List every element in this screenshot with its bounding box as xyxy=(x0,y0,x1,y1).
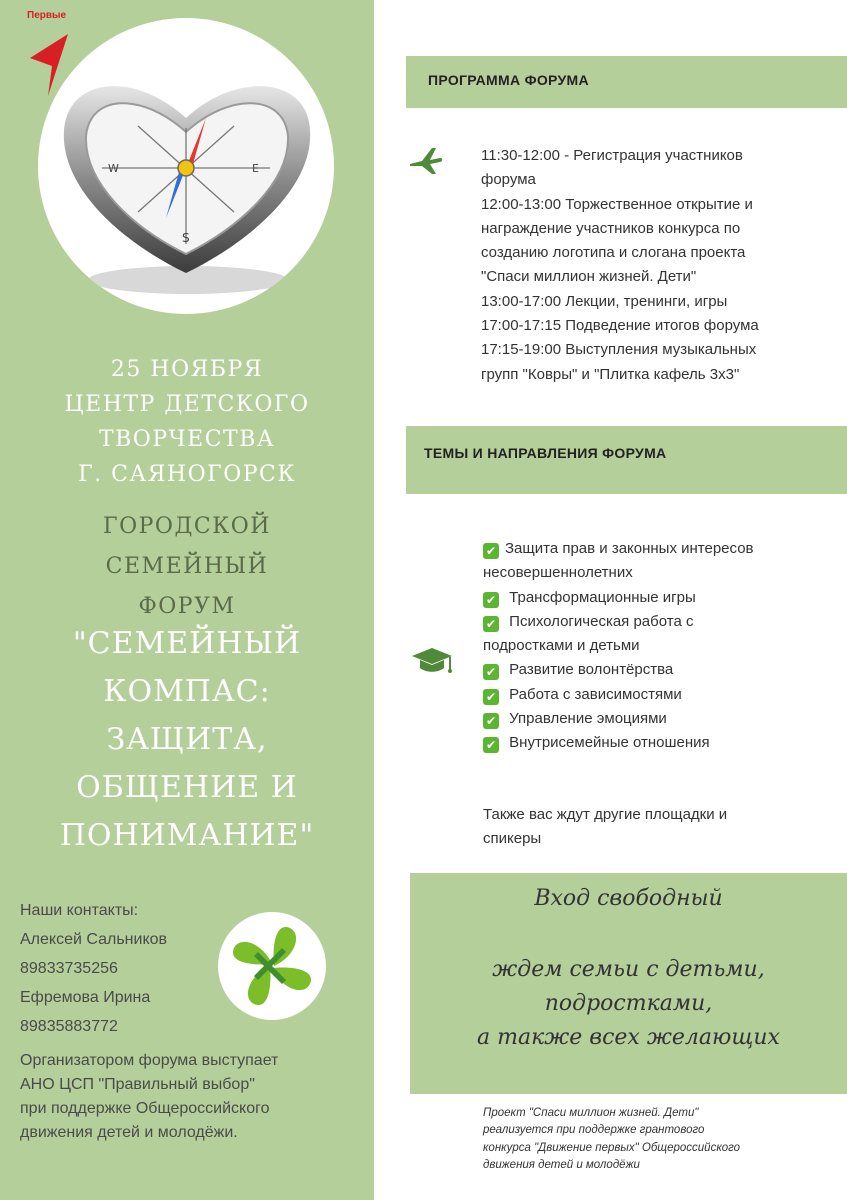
heart-compass-image xyxy=(38,18,334,314)
forum-name-line: "СЕМЕЙНЫЙ xyxy=(72,626,302,661)
topic-text: Трансформационные игры xyxy=(505,588,696,606)
left-panel xyxy=(0,0,374,1200)
schedule-line: награждение участников конкурса по xyxy=(481,219,741,237)
invitation-line: ждем семьи с детьми, xyxy=(492,957,765,982)
footer-line: Проект "Спаси миллион жизней. Дети" xyxy=(483,1107,699,1119)
footer-line: конкурса "Движение первых" Общероссийского xyxy=(483,1141,741,1154)
contact-phone: 89835883772 xyxy=(20,1018,118,1035)
svg-text:E: E xyxy=(252,162,259,175)
topic-item xyxy=(483,683,828,707)
topic-item xyxy=(483,586,828,610)
graduation-cap-icon xyxy=(410,646,454,676)
schedule-line: 11:30-12:00 - Регистрация участников xyxy=(481,147,743,164)
also-line: Также вас ждут другие площадки и xyxy=(483,806,728,823)
topic-text: Развитие волонтёрства xyxy=(505,661,674,679)
also-line: спикеры xyxy=(483,830,542,848)
forum-type-line: ФОРУМ xyxy=(138,594,236,619)
brand-logo-text: Первые xyxy=(27,10,67,21)
topic-text: подростками и детьми xyxy=(483,637,640,655)
contacts-heading: Наши контакты: xyxy=(20,902,139,919)
contacts-block xyxy=(20,896,167,1041)
schedule-line: созданию логотипа и слогана проекта xyxy=(481,244,746,262)
topic-text: Управление эмоциями xyxy=(505,710,667,728)
also-note xyxy=(483,803,803,852)
check-mark-icon: ✔ xyxy=(483,592,499,608)
topic-item xyxy=(483,707,828,731)
footer-line: реализуется при поддержке грантового xyxy=(483,1124,705,1137)
forum-name-line: ЗАЩИТА, xyxy=(106,722,268,757)
contact-phone: 89833735256 xyxy=(20,960,118,977)
topic-text: Работа с зависимостями xyxy=(505,685,682,703)
organizer-line: Организатором форума выступает xyxy=(20,1052,279,1069)
forum-type-line: ГОРОДСКОЙ xyxy=(103,514,271,539)
check-mark-icon: ✔ xyxy=(483,737,499,753)
topic-item xyxy=(483,731,828,755)
topic-text: Защита прав и законных интересов xyxy=(505,540,754,557)
organizer-line: движения детей и молодёжи. xyxy=(20,1124,238,1141)
organizer-line: АНО ЦСП "Правильный выбор" xyxy=(20,1076,255,1093)
venue-line: ТВОРЧЕСТВА xyxy=(98,427,276,452)
topic-item xyxy=(483,561,828,585)
topics-list xyxy=(483,537,828,756)
invitation-line: подростками, xyxy=(544,991,713,1016)
check-mark-icon: ✔ xyxy=(483,664,499,680)
program-schedule xyxy=(481,144,826,387)
project-footer-note xyxy=(483,1105,823,1174)
forum-name-line: КОМПАС: xyxy=(103,674,271,709)
contact-name: Алексей Сальников xyxy=(20,931,168,948)
organizer-logo-icon xyxy=(218,912,326,1020)
city-line: Г. САЯНОГОРСК xyxy=(78,462,296,487)
schedule-line: 12:00-13:00 Торжественное открытие и xyxy=(481,195,753,213)
contact-name: Ефремова Ирина xyxy=(20,989,151,1006)
program-title: ПРОГРАММА ФОРУМА xyxy=(428,72,589,88)
organizer-block xyxy=(20,1049,360,1145)
forum-name-line: ПОНИМАНИЕ" xyxy=(59,818,315,853)
svg-text:S: S xyxy=(182,231,190,245)
check-mark-icon: ✔ xyxy=(483,689,499,705)
topic-item xyxy=(483,658,828,682)
schedule-line: групп "Ковры" и "Плитка кафель 3х3" xyxy=(481,365,740,383)
topic-text: несовершеннолетних xyxy=(483,564,633,582)
schedule-line: "Спаси миллион жизней. Дети" xyxy=(481,268,697,286)
invitation-line: а также всех желающих xyxy=(477,1025,780,1050)
svg-text:W: W xyxy=(108,162,119,175)
organizer-line: при поддержке Общероссийского xyxy=(20,1100,270,1117)
forum-type-line: СЕМЕЙНЫЙ xyxy=(105,554,269,579)
check-mark-icon: ✔ xyxy=(483,616,499,632)
topics-title: ТЕМЫ И НАПРАВЛЕНИЯ ФОРУМА xyxy=(424,445,667,461)
forum-name-title xyxy=(0,620,374,860)
free-entry-text: Вход свободный xyxy=(534,886,723,911)
topics-header-band xyxy=(406,426,847,494)
date-line: 25 НОЯБРЯ xyxy=(110,357,264,382)
schedule-line: 17:00-17:15 Подведение итогов форума xyxy=(481,317,759,335)
invitation-text xyxy=(410,953,847,1055)
topic-text: Внутрисемейные отношения xyxy=(505,734,710,752)
topic-item xyxy=(483,537,828,561)
date-venue-block xyxy=(0,352,374,492)
airplane-icon xyxy=(408,142,444,178)
topic-text: Психологическая работа с xyxy=(505,612,694,630)
welcome-box xyxy=(410,873,847,1094)
forum-name-line: ОБЩЕНИЕ И xyxy=(76,770,298,805)
schedule-line: 13:00-17:00 Лекции, тренинги, игры xyxy=(481,292,728,310)
check-mark-icon: ✔ xyxy=(483,713,499,729)
schedule-line: форума xyxy=(481,171,536,189)
forum-type-block xyxy=(0,507,374,627)
venue-line: ЦЕНТР ДЕТСКОГО xyxy=(64,392,310,417)
check-mark-icon: ✔ xyxy=(483,543,499,559)
topic-item xyxy=(483,610,828,634)
topic-item xyxy=(483,634,828,658)
footer-line: движения детей и молодёжи xyxy=(483,1158,640,1171)
schedule-line: 17:15-19:00 Выступления музыкальных xyxy=(481,341,757,359)
program-header-band xyxy=(406,56,847,108)
